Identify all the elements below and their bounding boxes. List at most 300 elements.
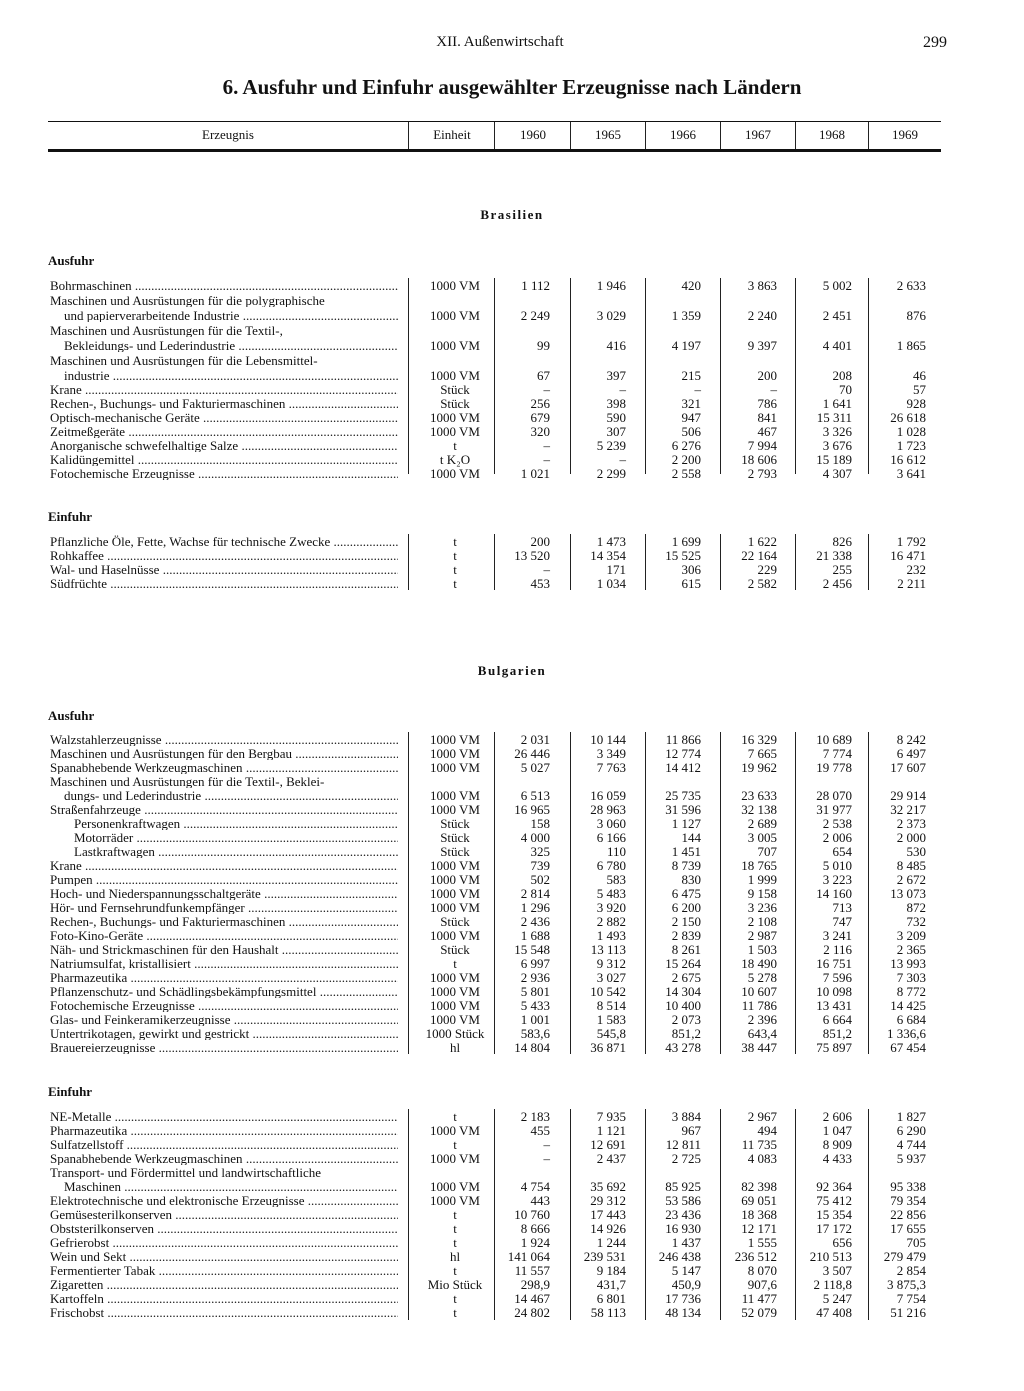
value-1965: 1 946 [596, 278, 626, 293]
row-label: Walzstahlerzeugnisse ..... [50, 733, 398, 746]
value-1966: 2 558 [671, 466, 701, 481]
value-1960: – [543, 438, 550, 453]
column-header-1960: 1960 [520, 127, 546, 142]
value-1967: 3 236 [747, 900, 777, 915]
row-label: Hoch- und Niederspannungsschaltgeräte ..... [50, 887, 398, 900]
row-label: Maschinen und Ausrüstungen für den Bergbau ..... [50, 747, 398, 760]
row-label: Wal- und Haselnüsse ..... [50, 563, 398, 576]
value-1969: 6 290 [896, 1123, 926, 1138]
value-1968: 7 774 [822, 746, 852, 761]
column-header-1966: 1966 [670, 127, 696, 142]
value-1968: 2 118,8 [813, 1277, 852, 1292]
column-divider [408, 534, 409, 590]
value-1960: – [543, 382, 550, 397]
value-1960: – [543, 562, 550, 577]
value-1967: 1 622 [747, 534, 777, 549]
row-unit: 1000 VM [430, 368, 480, 383]
value-1965: 36 871 [590, 1040, 626, 1055]
header-divider [570, 122, 571, 149]
column-header-1967: 1967 [745, 127, 771, 142]
value-1965: 416 [606, 338, 626, 353]
value-1965: 13 113 [590, 942, 626, 957]
value-1967: 907,6 [747, 1277, 777, 1292]
header-rule [48, 149, 941, 152]
value-1965: 29 312 [590, 1193, 626, 1208]
value-1966: 2 675 [671, 970, 701, 985]
value-1960: 455 [530, 1123, 550, 1138]
value-1969: 29 914 [890, 788, 926, 803]
country-heading-bulgarien: Bulgarien [477, 663, 547, 678]
value-1965: 239 531 [583, 1249, 626, 1264]
value-1969: 2 373 [896, 816, 926, 831]
value-1967: 2 396 [747, 1012, 777, 1027]
value-1969: 2 365 [896, 942, 926, 957]
value-1965: – [619, 382, 626, 397]
value-1960: 200 [530, 534, 550, 549]
value-1966: 31 596 [665, 802, 701, 817]
value-1969: 1 792 [896, 534, 926, 549]
value-1967: 1 503 [747, 942, 777, 957]
value-1960: 325 [530, 844, 550, 859]
row-label: Pflanzenschutz- und Schädlingsbekämpfungsmittel ..... [50, 985, 398, 998]
value-1965: 1 034 [596, 576, 626, 591]
value-1966: 15 525 [665, 548, 701, 563]
value-1969: 7 754 [896, 1291, 926, 1306]
row-unit: hl [449, 1249, 461, 1264]
row-label: Foto-Kino-Geräte ..... [50, 929, 398, 942]
value-1968: 15 311 [816, 410, 852, 425]
row-label: Krane ..... [50, 859, 398, 872]
value-1966: 450,9 [671, 1277, 701, 1292]
value-1960: 8 666 [520, 1221, 550, 1236]
value-1960: 320 [530, 424, 550, 439]
value-1960: 99 [537, 338, 550, 353]
value-1960: 10 760 [514, 1207, 550, 1222]
value-1960: 443 [530, 1193, 550, 1208]
value-1960: 453 [530, 576, 550, 591]
value-1968: 15 354 [816, 1207, 852, 1222]
row-label: Gefrierobst ..... [50, 1236, 398, 1249]
row-label: Fotochemische Erzeugnisse ..... [50, 999, 398, 1012]
value-1969: 26 618 [890, 410, 926, 425]
row-unit: Stück [440, 914, 470, 929]
value-1967: 23 633 [741, 788, 777, 803]
row-unit: Stück [440, 830, 470, 845]
row-unit: 1000 VM [430, 760, 480, 775]
value-1966: 2 200 [671, 452, 701, 467]
value-1968: 2 538 [822, 816, 852, 831]
row-label: Lastkraftwagen ..... [74, 845, 398, 858]
value-1965: 10 144 [590, 732, 626, 747]
column-header-unit: Einheit [433, 127, 471, 142]
value-1968: 28 070 [816, 788, 852, 803]
value-1969: 279 479 [883, 1249, 926, 1264]
value-1968: 70 [839, 382, 852, 397]
value-1965: 35 692 [590, 1179, 626, 1194]
value-1969: 7 303 [896, 970, 926, 985]
row-unit: t [453, 438, 457, 453]
section-heading-einfuhr: Einfuhr [48, 1084, 93, 1099]
value-1960: 2 031 [520, 732, 550, 747]
value-1966: 14 304 [665, 984, 701, 999]
row-label: Zeitmeßgeräte ..... [50, 425, 398, 438]
value-1965: 398 [606, 396, 626, 411]
value-1966: 53 586 [665, 1193, 701, 1208]
value-1969: 2 211 [897, 576, 926, 591]
value-1967: 4 083 [747, 1151, 777, 1166]
value-1969: 2 633 [896, 278, 926, 293]
value-1967: 18 490 [741, 956, 777, 971]
value-1968: 654 [832, 844, 852, 859]
value-1965: 397 [606, 368, 626, 383]
value-1960: 5 801 [520, 984, 550, 999]
value-1969: 67 454 [890, 1040, 926, 1055]
value-1960: 14 467 [514, 1291, 550, 1306]
value-1969: 14 425 [890, 998, 926, 1013]
value-1967: 2 240 [747, 308, 777, 323]
value-1969: 2 000 [896, 830, 926, 845]
value-1966: 12 774 [665, 746, 701, 761]
value-1966: 12 811 [665, 1137, 701, 1152]
row-label: Maschinen und Ausrüstungen für die Textil-, Beklei- [50, 775, 325, 788]
row-label: Pharmazeutika ..... [50, 971, 398, 984]
value-1968: 14 160 [816, 886, 852, 901]
value-1969: 17 655 [890, 1221, 926, 1236]
column-divider [408, 732, 409, 1054]
value-1960: 256 [530, 396, 550, 411]
value-1966: 5 147 [671, 1263, 701, 1278]
column-divider [868, 732, 869, 1054]
value-1967: 3 863 [747, 278, 777, 293]
value-1966: – [694, 382, 701, 397]
row-label: Zigaretten ..... [50, 1278, 398, 1291]
value-1966: 6 276 [671, 438, 701, 453]
value-1969: 705 [906, 1235, 926, 1250]
column-divider [868, 278, 869, 474]
value-1965: 6 780 [596, 858, 626, 873]
value-1969: 2 672 [896, 872, 926, 887]
row-unit: Stück [440, 942, 470, 957]
value-1965: 6 166 [596, 830, 626, 845]
value-1960: 739 [530, 858, 550, 873]
value-1966: 8 739 [671, 858, 701, 873]
value-1967: 1 999 [747, 872, 777, 887]
value-1968: 2 451 [822, 308, 852, 323]
value-1966: 4 197 [671, 338, 701, 353]
value-1966: 1 451 [671, 844, 701, 859]
value-1965: 10 542 [590, 984, 626, 999]
column-divider [408, 278, 409, 474]
value-1960: 298,9 [520, 1277, 550, 1292]
value-1969: 530 [906, 844, 926, 859]
value-1967: 200 [757, 368, 777, 383]
value-1968: 16 751 [816, 956, 852, 971]
row-unit: 1000 VM [430, 1179, 480, 1194]
value-1965: 12 691 [590, 1137, 626, 1152]
row-label: dungs- und Lederindustrie ..... [64, 789, 398, 802]
row-label: Südfrüchte ..... [50, 577, 398, 590]
row-unit: t [453, 1207, 457, 1222]
value-1968: 3 507 [822, 1263, 852, 1278]
row-unit: 1000 VM [430, 998, 480, 1013]
value-1968: 15 189 [816, 452, 852, 467]
value-1968: 3 241 [822, 928, 852, 943]
value-1968: 4 307 [822, 466, 852, 481]
row-unit: 1000 VM [430, 984, 480, 999]
row-label: Bohrmaschinen ..... [50, 279, 398, 292]
row-label: Kalidüngemittel ..... [50, 453, 398, 466]
row-label: Rechen-, Buchungs- und Fakturiermaschinen ..... [50, 397, 398, 410]
row-label: Spanabhebende Werkzeugmaschinen ..... [50, 761, 398, 774]
row-label: Personenkraftwagen ..... [74, 817, 398, 830]
row-unit: t [453, 534, 457, 549]
row-label: Optisch-mechanische Geräte ..... [50, 411, 398, 424]
country-heading-brasilien: Brasilien [480, 207, 544, 222]
value-1965: 5 239 [596, 438, 626, 453]
page-number: 299 [923, 34, 947, 51]
value-1967: – [770, 382, 777, 397]
value-1960: 1 021 [520, 466, 550, 481]
value-1966: 15 264 [665, 956, 701, 971]
value-1966: 1 127 [671, 816, 701, 831]
value-1968: 17 172 [816, 1221, 852, 1236]
value-1966: 967 [681, 1123, 701, 1138]
value-1969: 32 217 [890, 802, 926, 817]
value-1960: 13 520 [514, 548, 550, 563]
row-unit: 1000 VM [430, 858, 480, 873]
row-label: und papierverarbeitende Industrie ..... [64, 309, 398, 322]
value-1967: 786 [757, 396, 777, 411]
value-1960: – [543, 452, 550, 467]
row-label: Näh- und Strickmaschinen für den Haushalt ..... [50, 943, 398, 956]
value-1960: 679 [530, 410, 550, 425]
value-1967: 7 994 [747, 438, 777, 453]
value-1968: 3 676 [822, 438, 852, 453]
value-1967: 2 582 [747, 576, 777, 591]
value-1969: 1 723 [896, 438, 926, 453]
value-1968: 255 [832, 562, 852, 577]
value-1960: 5 433 [520, 998, 550, 1013]
row-unit: 1000 VM [430, 466, 480, 481]
value-1960: 4 754 [520, 1179, 550, 1194]
value-1967: 10 607 [741, 984, 777, 999]
value-1968: 5 002 [822, 278, 852, 293]
value-1960: 67 [537, 368, 550, 383]
value-1969: 16 612 [890, 452, 926, 467]
value-1968: 713 [832, 900, 852, 915]
row-label: Sulfatzellstoff ..... [50, 1138, 398, 1151]
row-unit: 1000 VM [430, 410, 480, 425]
row-unit: 1000 VM [430, 802, 480, 817]
value-1965: 7 763 [596, 760, 626, 775]
value-1968: 31 977 [816, 802, 852, 817]
value-1968: 10 689 [816, 732, 852, 747]
value-1960: 1 296 [520, 900, 550, 915]
header-divider [408, 122, 409, 149]
value-1968: 210 513 [809, 1249, 852, 1264]
value-1966: 246 438 [658, 1249, 701, 1264]
header-divider [494, 122, 495, 149]
value-1968: 2 116 [823, 942, 852, 957]
value-1966: 947 [681, 410, 701, 425]
row-unit: t [453, 1137, 457, 1152]
value-1966: 2 839 [671, 928, 701, 943]
value-1967: 22 164 [741, 548, 777, 563]
row-unit: t [453, 1109, 457, 1124]
table-title: 6. Ausfuhr und Einfuhr ausgewählter Erzeugnisse nach Ländern [222, 75, 802, 99]
row-label: Rechen-, Buchungs- und Fakturiermaschinen ..... [50, 915, 398, 928]
value-1966: 43 278 [665, 1040, 701, 1055]
value-1960: 158 [530, 816, 550, 831]
value-1969: 1 827 [896, 1109, 926, 1124]
row-unit: Mio Stück [427, 1277, 483, 1292]
row-unit: 1000 VM [430, 278, 480, 293]
value-1967: 2 689 [747, 816, 777, 831]
value-1965: – [619, 452, 626, 467]
value-1969: 8 772 [896, 984, 926, 999]
value-1965: 5 483 [596, 886, 626, 901]
value-1966: 420 [681, 278, 701, 293]
row-unit: Stück [440, 844, 470, 859]
value-1968: 8 909 [822, 1137, 852, 1152]
value-1960: 502 [530, 872, 550, 887]
value-1960: 2 183 [520, 1109, 550, 1124]
value-1967: 5 278 [747, 970, 777, 985]
row-unit: 1000 VM [430, 338, 480, 353]
value-1965: 16 059 [590, 788, 626, 803]
value-1965: 583 [606, 872, 626, 887]
row-label: Bekleidungs- und Lederindustrie ..... [64, 339, 398, 352]
value-1969: 232 [906, 562, 926, 577]
row-label: Frischobst ..... [50, 1306, 398, 1319]
row-unit: t [453, 1305, 457, 1320]
value-1967: 19 962 [741, 760, 777, 775]
column-header-product: Erzeugnis [202, 127, 254, 142]
value-1965: 1 121 [596, 1123, 626, 1138]
value-1967: 11 786 [741, 998, 777, 1013]
row-unit: Stück [440, 382, 470, 397]
value-1968: 2 006 [822, 830, 852, 845]
column-header-1965: 1965 [595, 127, 621, 142]
value-1967: 82 398 [741, 1179, 777, 1194]
value-1967: 2 967 [747, 1109, 777, 1124]
row-unit: t [453, 548, 457, 563]
row-unit: t K₂O [439, 452, 471, 467]
value-1965: 3 060 [596, 816, 626, 831]
value-1960: 16 965 [514, 802, 550, 817]
value-1968: 208 [832, 368, 852, 383]
value-1967: 16 329 [741, 732, 777, 747]
value-1967: 3 005 [747, 830, 777, 845]
value-1967: 643,4 [747, 1026, 777, 1041]
row-label: Kartoffeln ..... [50, 1292, 398, 1305]
value-1967: 18 765 [741, 858, 777, 873]
value-1968: 826 [832, 534, 852, 549]
value-1966: 144 [681, 830, 701, 845]
row-unit: 1000 VM [430, 788, 480, 803]
value-1968: 7 596 [822, 970, 852, 985]
value-1968: 4 433 [822, 1151, 852, 1166]
value-1968: 6 664 [822, 1012, 852, 1027]
row-unit: 1000 VM [430, 308, 480, 323]
value-1965: 1 493 [596, 928, 626, 943]
value-1967: 18 368 [741, 1207, 777, 1222]
header-divider [795, 122, 796, 149]
value-1965: 110 [606, 844, 626, 859]
value-1967: 38 447 [741, 1040, 777, 1055]
value-1966: 1 437 [671, 1235, 701, 1250]
value-1967: 2 987 [747, 928, 777, 943]
value-1966: 3 884 [671, 1109, 701, 1124]
value-1965: 8 514 [596, 998, 626, 1013]
row-label: Krane ..... [50, 383, 398, 396]
row-unit: t [453, 1291, 457, 1306]
value-1960: – [543, 1151, 550, 1166]
value-1965: 3 027 [596, 970, 626, 985]
value-1969: 1 028 [896, 424, 926, 439]
row-unit: t [453, 956, 457, 971]
value-1969: 5 937 [896, 1151, 926, 1166]
value-1969: 13 073 [890, 886, 926, 901]
column-divider [408, 1109, 409, 1320]
column-divider [868, 534, 869, 590]
row-label: industrie ..... [64, 369, 398, 382]
value-1969: 16 471 [890, 548, 926, 563]
row-unit: 1000 VM [430, 1012, 480, 1027]
value-1966: 1 699 [671, 534, 701, 549]
value-1969: 3 209 [896, 928, 926, 943]
value-1965: 2 882 [596, 914, 626, 929]
value-1967: 229 [757, 562, 777, 577]
value-1960: 5 027 [520, 760, 550, 775]
value-1960: 583,6 [520, 1026, 550, 1041]
value-1960: 6 513 [520, 788, 550, 803]
value-1965: 171 [606, 562, 626, 577]
value-1965: 9 312 [596, 956, 626, 971]
row-label: Motorräder ..... [74, 831, 398, 844]
value-1960: – [543, 1137, 550, 1152]
value-1960: 141 064 [507, 1249, 550, 1264]
value-1969: 4 744 [896, 1137, 926, 1152]
value-1965: 3 349 [596, 746, 626, 761]
value-1966: 506 [681, 424, 701, 439]
row-label: Gemüsesterilkonserven ..... [50, 1208, 398, 1221]
value-1965: 7 935 [596, 1109, 626, 1124]
row-unit: 1000 VM [430, 424, 480, 439]
running-header [0, 34, 1024, 56]
value-1969: 1 336,6 [887, 1026, 926, 1041]
row-label: Brauereierzeugnisse ..... [50, 1041, 398, 1054]
value-1960: 2 436 [520, 914, 550, 929]
value-1967: 69 051 [741, 1193, 777, 1208]
value-1969: 51 216 [890, 1305, 926, 1320]
value-1960: 1 112 [521, 278, 550, 293]
value-1966: 1 359 [671, 308, 701, 323]
value-1966: 10 400 [665, 998, 701, 1013]
value-1969: 79 354 [890, 1193, 926, 1208]
value-1965: 545,8 [596, 1026, 626, 1041]
row-label: Glas- und Feinkeramikerzeugnisse ..... [50, 1013, 398, 1026]
value-1969: 6 497 [896, 746, 926, 761]
value-1967: 18 606 [741, 452, 777, 467]
value-1960: 15 548 [514, 942, 550, 957]
row-unit: t [453, 562, 457, 577]
value-1967: 707 [757, 844, 777, 859]
value-1960: 1 001 [520, 1012, 550, 1027]
value-1968: 75 897 [816, 1040, 852, 1055]
value-1969: 872 [906, 900, 926, 915]
value-1966: 8 261 [671, 942, 701, 957]
